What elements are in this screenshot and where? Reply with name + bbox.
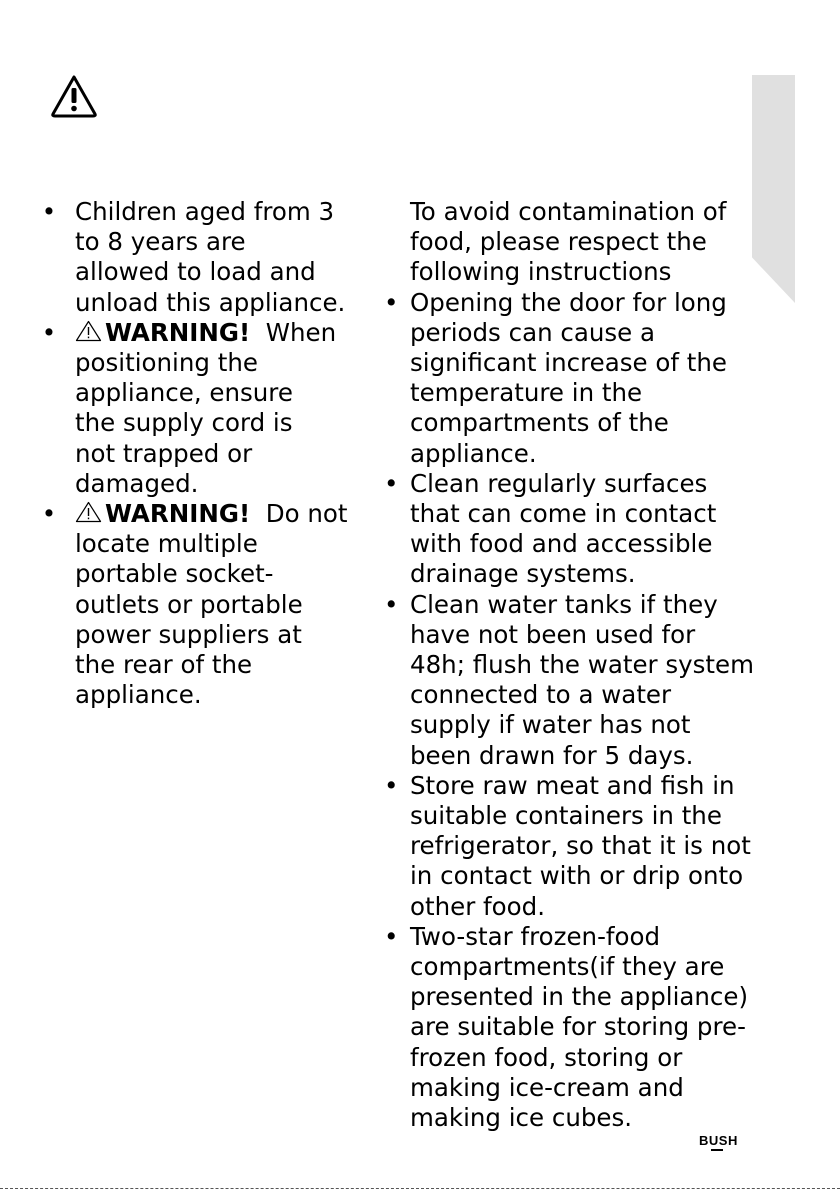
list-item [38, 318, 383, 499]
bullet: • [384, 589, 399, 619]
text-line: 48h; flush the water system [410, 650, 754, 680]
right-column [384, 197, 754, 1133]
bullet: • [41, 499, 57, 529]
list-item [38, 197, 383, 318]
warning-label: WARNING! [105, 317, 251, 347]
text-line: other food. [410, 891, 546, 921]
text-line: Opening the door for long [410, 287, 727, 317]
list-item [384, 469, 754, 590]
text-line: Store raw meat and fish in [410, 770, 735, 800]
intro-text [384, 197, 754, 288]
text-line: connected to a water [410, 680, 672, 710]
text-line: that can come in contact [410, 499, 717, 529]
brand-logo-text: BUSH [699, 1133, 738, 1148]
text-line: damaged. [75, 468, 199, 498]
text-line: been drawn for 5 days. [410, 740, 694, 770]
list-item [38, 499, 383, 710]
bullet: • [41, 197, 57, 226]
warning-label: WARNING! [105, 499, 251, 529]
warning-triangle-icon [75, 320, 102, 342]
text-line: To avoid contamination of [410, 197, 727, 226]
text-line: supply if water has not [410, 710, 691, 740]
brand-logo [699, 1133, 738, 1148]
warning-line [75, 318, 383, 348]
text-line: appliance. [75, 680, 202, 710]
text-line: locate multiple [75, 529, 258, 559]
text-line: significant increase of the [410, 348, 727, 378]
bullet: • [384, 468, 399, 498]
text-line: making ice cubes. [410, 1103, 633, 1133]
left-column [38, 197, 383, 710]
text-line: appliance. [410, 438, 537, 468]
text-line: appliance, ensure [75, 378, 293, 408]
text-line: Two-star frozen-food [410, 921, 661, 951]
warning-triangle-icon [75, 501, 102, 523]
text-line: compartments of the [410, 408, 669, 438]
text-line: allowed to load and [75, 257, 316, 287]
text-line: have not been used for [410, 619, 696, 649]
text-line: not trapped or [75, 438, 253, 468]
text-line: suitable containers in the [410, 801, 722, 831]
text-line: following instructions [410, 257, 672, 287]
page-bottom-border [0, 1188, 840, 1189]
text-line: in contact with or drip onto [410, 861, 744, 891]
text-line: positioning the [75, 348, 258, 378]
bullet: • [384, 770, 399, 800]
warning-triangle-icon [50, 74, 98, 118]
text-line: are suitable for storing pre- [410, 1012, 746, 1042]
text-line: temperature in the [410, 378, 643, 408]
warning-line [75, 499, 383, 529]
text-line: the supply cord is [75, 408, 293, 438]
text-line: outlets or portable [75, 589, 303, 619]
text-line: the rear of the [75, 650, 253, 680]
text-line: Children aged from 3 [75, 197, 335, 226]
text-line: refrigerator, so that it is not [410, 831, 751, 861]
text-line: making ice-cream and [410, 1072, 684, 1102]
text-line: Clean water tanks if they [410, 589, 718, 619]
text-line: food, please respect the [410, 227, 707, 257]
text-line: with food and accessible [410, 529, 713, 559]
list-item [384, 922, 754, 1133]
bullet: • [41, 317, 57, 347]
bullet: • [384, 921, 399, 951]
text-line: power suppliers at [75, 619, 302, 649]
list-item [384, 590, 754, 771]
text-line: Clean regularly surfaces [410, 468, 708, 498]
text-line: drainage systems. [410, 559, 636, 589]
text-line: periods can cause a [410, 317, 656, 347]
text-line: unload this appliance. [75, 287, 346, 317]
list-item [384, 771, 754, 922]
text-line: presented in the appliance) [410, 982, 749, 1012]
text-line: to 8 years are [75, 227, 246, 257]
text-line: portable socket- [75, 559, 274, 589]
section-tab [752, 75, 795, 303]
bullet: • [384, 287, 399, 317]
text-line: compartments(if they are [410, 952, 725, 982]
logo-underline [711, 1149, 723, 1151]
text-fragment: Do not [265, 499, 348, 529]
text-line: frozen food, storing or [410, 1042, 683, 1072]
list-item [384, 288, 754, 469]
text-fragment: When [265, 317, 337, 347]
